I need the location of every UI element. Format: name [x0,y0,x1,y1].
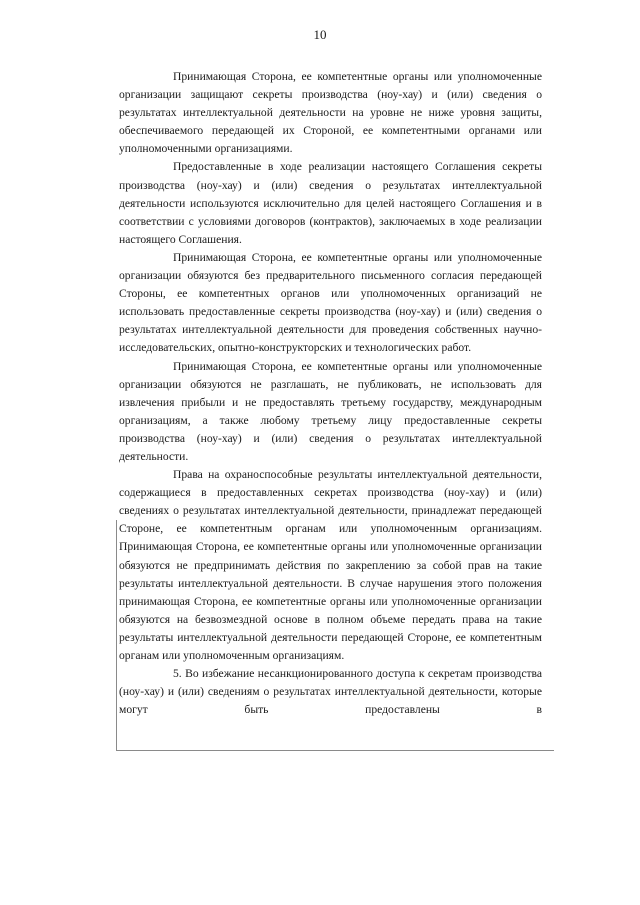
paragraph: 5. Во избежание несанкционированного доступа к секретам производства (ноу-хау) и (или) сведениям о результатах интеллектуальной деятельности, которые могут быть предоставлены в [119,667,542,717]
scan-border-left [116,520,117,750]
paragraph: Права на охраноспособные результаты интеллектуальной деятельности, содержащиеся в предоставленных секретах производства (ноу-хау) и (или) сведениях о результатах интеллектуальной деятельности, принадлежат передающей Стороне, ее компетентным органам или уполномоченным организациям. Принимающая Сторона, ее компетентные органы или уполномоченные организации обязуются не предпринимать действия по закреплению за собой прав на такие результаты интеллектуальной деятельности. В случае нарушения этого положения принимающая Сторона, ее компетентные органы или уполномоченные организации обязуются на безвозмездной основе в полном объеме передать права на такие результаты интеллектуальной деятельности передающей Стороне, ее компетентным органам или уполномоченным организациям. [119,468,542,662]
page-number: 10 [313,27,327,42]
paragraph: Принимающая Сторона, ее компетентные органы или уполномоченные организации защищают секреты производства (ноу-хау) и (или) сведения о результатах интеллектуальной деятельности на уровне не ниже уровня защиты, обеспечиваемого передающей их Стороной, ее компетентными органами или уполномоченными организациями. [119,70,542,156]
paragraph: Предоставленные в ходе реализации настоящего Соглашения секреты производства (ноу-хау) и (или) сведения о результатах интеллектуальной деятельности используются исключительно для целей настоящего Соглашения и в соответствии с условиями договоров (контрактов), заключаемых в ходе реализации настоящего Соглашения. [119,160,542,246]
paragraph: Принимающая Сторона, ее компетентные органы или уполномоченные организации обязуются не разглашать, не публиковать, не использовать для извлечения прибыли и не предоставлять третьему государству, международным организациям, а также любому третьему лицу предоставленные секреты производства (ноу-хау) и (или) сведения о результатах интеллектуальной деятельности. [119,359,542,463]
document-body [119,68,542,719]
scan-border-bottom [116,750,554,751]
paragraph: Принимающая Сторона, ее компетентные органы или уполномоченные организации обязуются без предварительного письменного согласия передающей Стороны, ее компетентных органов или уполномоченных организаций не использовать предоставленные секреты производства (ноу-хау) и (или) сведения о результатах интеллектуальной деятельности для проведения собственных научно-исследовательских, опытно-конструкторских и технологических работ. [119,250,542,355]
